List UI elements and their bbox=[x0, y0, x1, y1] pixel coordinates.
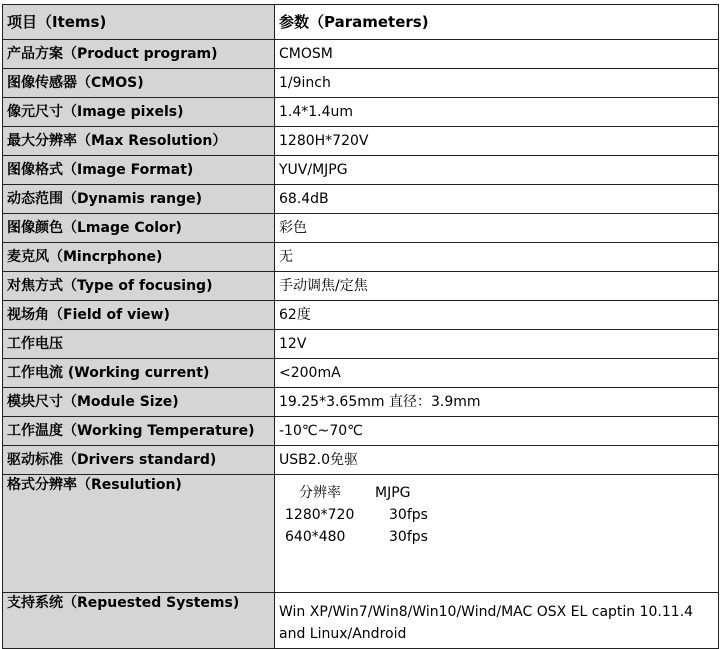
table-row bbox=[3, 388, 719, 417]
row-label: 图像格式（Image Format) bbox=[3, 156, 275, 185]
systems-value: Win XP/Win7/Win8/Win10/Wind/MAC OSX EL captin 10.11.4 and Linux/Android bbox=[275, 593, 719, 649]
resolution-value: 1280*720 bbox=[285, 507, 355, 523]
resolution-grid bbox=[279, 477, 714, 546]
row-label: 动态范围（Dynamis range) bbox=[3, 185, 275, 214]
systems-row bbox=[3, 593, 719, 649]
table-row bbox=[3, 359, 719, 388]
fps-value: 30fps bbox=[389, 507, 428, 523]
table-row bbox=[3, 185, 719, 214]
table-row bbox=[3, 417, 719, 446]
row-label: 像元尺寸（Image pixels) bbox=[3, 98, 275, 127]
row-label: 驱动标准（Drivers standard) bbox=[3, 446, 275, 475]
row-label: 视场角（Field of view) bbox=[3, 301, 275, 330]
row-value: 12V bbox=[275, 330, 719, 359]
row-value: 1.4*1.4um bbox=[275, 98, 719, 127]
resolution-value: 640*480 bbox=[285, 529, 346, 545]
row-value: 68.4dB bbox=[275, 185, 719, 214]
header-item: 项目（Items) bbox=[3, 5, 275, 40]
table-row bbox=[3, 272, 719, 301]
row-value: 62度 bbox=[275, 301, 719, 330]
header-param: 参数（Parameters) bbox=[275, 5, 719, 40]
resolution-col2: MJPG bbox=[375, 485, 411, 501]
table-row bbox=[3, 243, 719, 272]
row-label: 图像传感器（CMOS) bbox=[3, 69, 275, 98]
resolution-col1: 分辨率 bbox=[299, 485, 341, 501]
table-row bbox=[3, 69, 719, 98]
table-row bbox=[3, 156, 719, 185]
row-value: 彩色 bbox=[275, 214, 719, 243]
table-row bbox=[3, 40, 719, 69]
row-label: 图像颜色（Lmage Color) bbox=[3, 214, 275, 243]
row-label: 产品方案（Product program) bbox=[3, 40, 275, 69]
table-row bbox=[3, 214, 719, 243]
row-label: 麦克风（Mincrphone) bbox=[3, 243, 275, 272]
row-label: 模块尺寸（Module Size) bbox=[3, 388, 275, 417]
row-label: 对焦方式（Type of focusing) bbox=[3, 272, 275, 301]
table-row bbox=[3, 301, 719, 330]
row-label: 工作温度（Working Temperature) bbox=[3, 417, 275, 446]
resolution-label: 格式分辨率（Resulution) bbox=[3, 475, 275, 593]
row-value: 19.25*3.65mm 直径：3.9mm bbox=[275, 388, 719, 417]
row-value: <200mA bbox=[275, 359, 719, 388]
table-row bbox=[3, 330, 719, 359]
table-row bbox=[3, 446, 719, 475]
resolution-row bbox=[3, 475, 719, 593]
table-row bbox=[3, 127, 719, 156]
row-value: 1280H*720V bbox=[275, 127, 719, 156]
spec-table bbox=[2, 4, 719, 649]
header-row bbox=[3, 5, 719, 40]
row-value: CMOSM bbox=[275, 40, 719, 69]
row-value: 无 bbox=[275, 243, 719, 272]
resolution-cell bbox=[275, 475, 719, 593]
row-label: 工作电压 bbox=[3, 330, 275, 359]
row-value: USB2.0免驱 bbox=[275, 446, 719, 475]
row-label: 最大分辨率（Max Resolution） bbox=[3, 127, 275, 156]
row-label: 工作电流 (Working current) bbox=[3, 359, 275, 388]
row-value: 1/9inch bbox=[275, 69, 719, 98]
systems-label: 支持系统（Repuested Systems) bbox=[3, 593, 275, 649]
fps-value: 30fps bbox=[389, 529, 428, 545]
row-value: 手动调焦/定焦 bbox=[275, 272, 719, 301]
row-value: YUV/MJPG bbox=[275, 156, 719, 185]
table-row bbox=[3, 98, 719, 127]
row-value: -10℃~70℃ bbox=[275, 417, 719, 446]
